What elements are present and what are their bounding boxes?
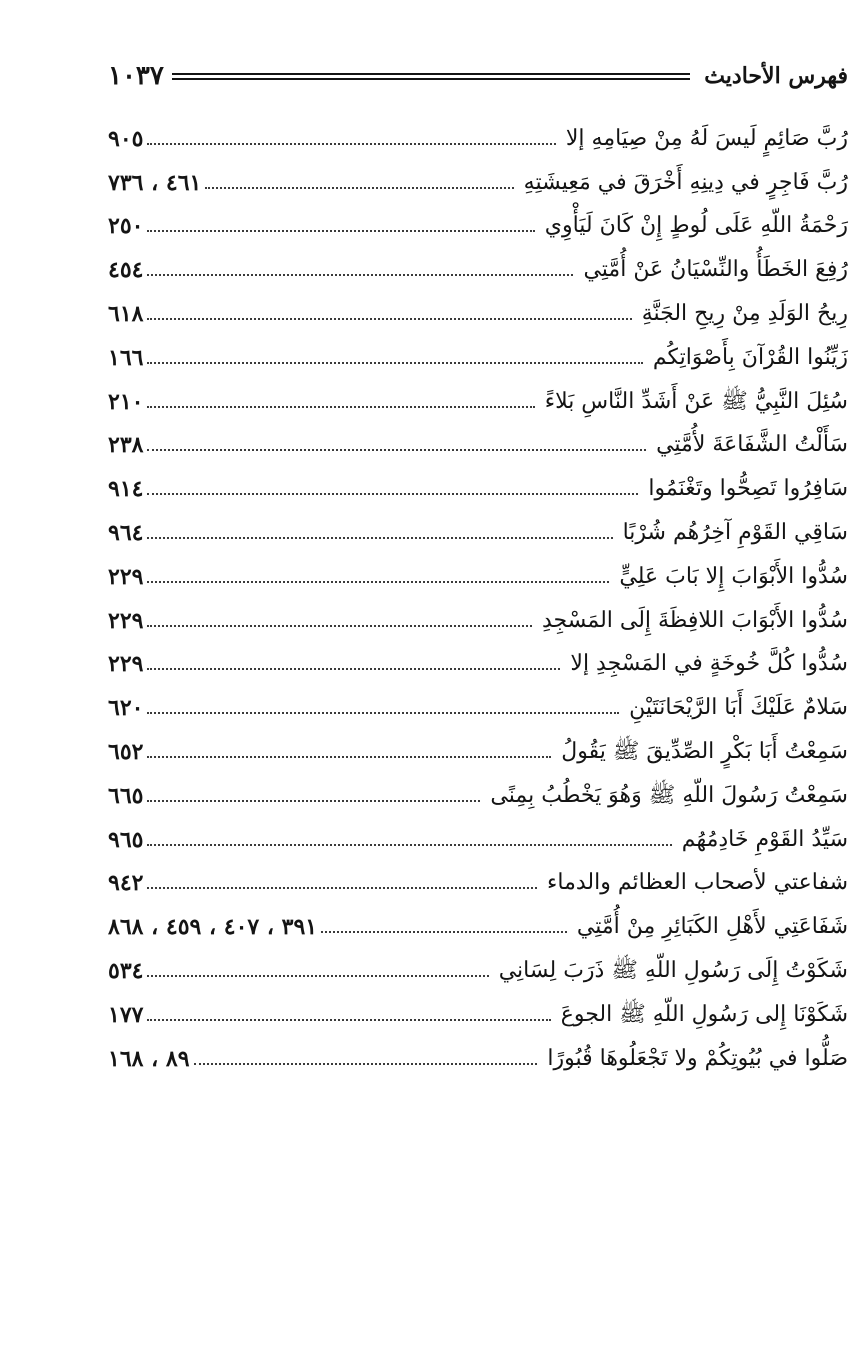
page-references: ٢٢٩	[108, 563, 144, 590]
dot-leader	[147, 449, 646, 451]
hadith-text: شَكَوْنَا إِلى رَسُولِ اللّهِ ﷺ الجوعَ	[560, 1001, 848, 1027]
index-entry	[108, 1030, 848, 1074]
page-references: ٢٣٨	[108, 432, 144, 459]
dot-leader	[147, 318, 631, 320]
header-double-rule	[172, 73, 690, 80]
page-references: ١٧٧	[108, 1001, 144, 1028]
hadith-text: شَفَاعَتِي لأَهْلِ الكَبَائِرِ مِنْ أُمَّتِي	[576, 914, 848, 940]
page-references: ٩٦٥	[108, 826, 144, 853]
hadith-text: سُدُّوا الأَبْوَابَ اللافِظَةَ إِلَى المَسْجِدِ	[541, 607, 848, 633]
page-references: ١٦٦	[108, 344, 144, 371]
hadith-text: شَكَوْتُ إِلَى رَسُولِ اللّهِ ﷺ ذَرَبَ لِسَانِي	[498, 957, 848, 983]
dot-leader	[147, 493, 638, 495]
page-references: ٦١٨	[108, 300, 144, 327]
hadith-text: رُبَّ فَاجِرٍ في دِينِهِ أَخْرَقَ في مَعِيشَتِهِ	[523, 169, 848, 195]
dot-leader	[205, 187, 513, 189]
page-references: ٢١٠	[108, 388, 144, 415]
page-references: ٦٦٥	[108, 782, 144, 809]
index-entry	[108, 811, 848, 855]
page-number: ١٠٣٧	[108, 61, 164, 91]
dot-leader	[147, 537, 612, 539]
page-references: ٢٢٩	[108, 607, 144, 634]
dot-leader	[321, 931, 567, 933]
page-references: ٤٦١ ، ٧٣٦	[108, 169, 202, 196]
hadith-text: صَلُّوا في بُيُوتِكُمْ ولا تَجْعَلُوهَا قُبُورًا	[547, 1045, 848, 1071]
dot-leader	[147, 406, 534, 408]
dot-leader	[147, 230, 534, 232]
dot-leader	[147, 143, 555, 145]
index-entry	[108, 679, 848, 723]
index-entry	[108, 110, 848, 154]
index-entry	[108, 241, 848, 285]
hadith-text: رِيحُ الوَلَدِ مِنْ رِيحِ الجَنَّةِ	[641, 300, 848, 326]
index-entry	[108, 154, 848, 198]
header-title: فهرس الأحاديث	[704, 63, 848, 89]
index-entry	[108, 329, 848, 373]
dot-leader	[147, 362, 642, 364]
index-entry	[108, 460, 848, 504]
page-references: ٨٩ ، ١٦٨	[108, 1045, 190, 1072]
index-entry	[108, 636, 848, 680]
hadith-text: سُئِلَ النَّبِيُّ ﷺ عَنْ أَشَدِّ النَّاسِ بَلاءً	[544, 388, 848, 414]
index-entry	[108, 504, 848, 548]
index-entry	[108, 198, 848, 242]
page-references: ٢٥٠	[108, 213, 144, 240]
hadith-text: سَمِعْتُ أَبَا بَكْرٍ الصِّدِّيقَ ﷺ يَقُولُ	[561, 738, 848, 764]
hadith-text: سَاقِي القَوْمِ آخِرُهُم شُرْبًا	[622, 519, 848, 545]
index-entry	[108, 767, 848, 811]
index-entry	[108, 417, 848, 461]
hadith-index-list	[108, 110, 848, 1074]
hadith-text: سَلامٌ عَلَيْكَ أَبَا الرَّيْحَانَتَيْنِ	[629, 695, 848, 721]
dot-leader	[147, 800, 480, 802]
dot-leader	[147, 274, 573, 276]
hadith-text: شفاعتي لأصحاب العظائم والدماء	[547, 870, 848, 896]
index-entry	[108, 723, 848, 767]
page-references: ٣٩١ ، ٤٠٧ ، ٤٥٩ ، ٨٦٨	[108, 914, 318, 941]
page-references: ٢٢٩	[108, 651, 144, 678]
page-references: ٦٢٠	[108, 695, 144, 722]
hadith-text: رُفِعَ الخَطَأُ والنِّسْيَانُ عَنْ أُمَّتِي	[583, 257, 848, 283]
page-references: ٤٥٤	[108, 257, 144, 284]
dot-leader	[147, 975, 488, 977]
dot-leader	[147, 625, 532, 627]
page-references: ٩٤٢	[108, 870, 144, 897]
dot-leader	[147, 581, 609, 583]
page-header	[108, 58, 848, 94]
index-entry	[108, 592, 848, 636]
dot-leader	[147, 844, 671, 846]
hadith-text: سَمِعْتُ رَسُولَ اللّهِ ﷺ وَهُوَ يَخْطُبُ بِمِنًى	[490, 782, 848, 808]
index-entry	[108, 898, 848, 942]
page-references: ٦٥٢	[108, 738, 144, 765]
index-entry	[108, 285, 848, 329]
dot-leader	[147, 887, 537, 889]
index-entry	[108, 986, 848, 1030]
hadith-text: سَأَلْتُ الشَّفَاعَةَ لأُمَّتِي	[656, 432, 848, 458]
dot-leader	[147, 712, 619, 714]
dot-leader	[147, 1019, 550, 1021]
dot-leader	[194, 1063, 538, 1065]
dot-leader	[147, 668, 560, 670]
index-entry	[108, 855, 848, 899]
hadith-text: سُدُّوا الأَبْوَابَ إِلا بَابَ عَلِيٍّ	[619, 563, 848, 589]
hadith-text: سَيِّدُ القَوْمِ خَادِمُهُم	[681, 826, 848, 852]
hadith-text: زَيِّنُوا القُرْآنَ بِأَصْوَاتِكُم	[652, 344, 848, 370]
page-references: ٩١٤	[108, 476, 144, 503]
index-entry	[108, 373, 848, 417]
hadith-text: سُدُّوا كُلَّ خُوخَةٍ في المَسْجِدِ إلا	[570, 651, 848, 677]
index-entry	[108, 942, 848, 986]
hadith-text: رَحْمَةُ اللّهِ عَلَى لُوطٍ إِنْ كَانَ لَيَأْوِي	[544, 213, 848, 239]
index-entry	[108, 548, 848, 592]
hadith-text: رُبَّ صَائِمٍ لَيسَ لَهُ مِنْ صِيَامِهِ إلا	[565, 125, 848, 151]
page-references: ٥٣٤	[108, 957, 144, 984]
dot-leader	[147, 756, 551, 758]
page-references: ٩٦٤	[108, 519, 144, 546]
hadith-text: سَافِرُوا تَصِحُّوا وتَغْنَمُوا	[648, 476, 848, 502]
page-references: ٩٠٥	[108, 125, 144, 152]
